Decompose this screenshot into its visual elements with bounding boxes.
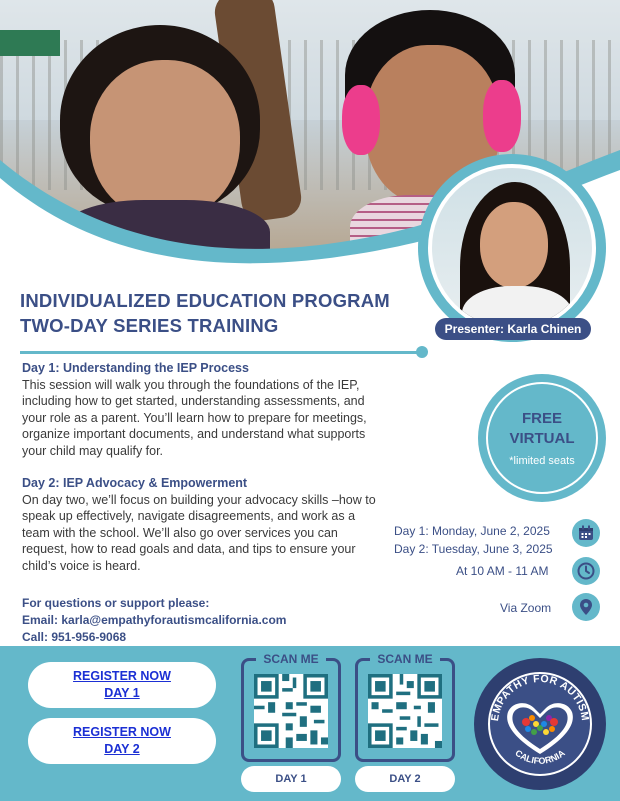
- badge-note: *limited seats: [509, 455, 575, 467]
- schedule-time: At 10 AM - 11 AM: [456, 564, 549, 578]
- contact-intro: For questions or support please:: [22, 596, 210, 610]
- qr-day1-title: SCAN ME: [256, 651, 326, 667]
- presenter-photo: [428, 164, 596, 332]
- badge-free: FREE: [521, 410, 562, 427]
- clock-icon: [572, 557, 600, 585]
- day1-text: This session will walk you through the foundations of the IEP, including how to get started, understanding assessments, and your role as a parent. You’ll learn how to prepare for meetings, organize important documents, and understand what supports your child may qualify for.: [22, 377, 367, 458]
- session-description: [22, 360, 380, 574]
- svg-text:CALIFORNIA: CALIFORNIA: [513, 747, 567, 766]
- badge-virtual: VIRTUAL: [509, 430, 575, 447]
- schedule-date-1: Day 1: Monday, June 2, 2025: [394, 524, 550, 538]
- qr-day2-label: DAY 2: [355, 766, 455, 792]
- contact-email[interactable]: Email: karla@empathyforautismcalifornia.com: [22, 613, 287, 627]
- register-day1-button[interactable]: [28, 662, 216, 708]
- register-day2-line2: DAY 2: [104, 742, 140, 756]
- schedule-location: Via Zoom: [500, 601, 552, 615]
- day1-heading: Day 1: Understanding the IEP Process: [22, 361, 249, 375]
- page-title: [20, 288, 420, 338]
- presenter-label: Presenter: Karla Chinen: [435, 318, 591, 340]
- register-day1-line1: REGISTER NOW: [73, 669, 171, 683]
- svg-text:EMPATHY FOR AUTISM: EMPATHY FOR AUTISM: [489, 672, 592, 722]
- register-day1-line2: DAY 1: [104, 686, 140, 700]
- qr-day1-label: DAY 1: [241, 766, 341, 792]
- calendar-icon: [572, 519, 600, 547]
- title-line-1: INDIVIDUALIZED EDUCATION PROGRAM: [20, 290, 390, 311]
- location-pin-icon: [572, 593, 600, 621]
- day2-text: On day two, we’ll focus on building your advocacy skills –how to speak up effectively, navigate disagreements, and work as a team with the school. We’ll also go over services you can request, how to read goals and data, and tips to ensure your child’s voice is heard.: [22, 492, 376, 573]
- contact-phone[interactable]: Call: 951-956-9068: [22, 630, 127, 644]
- schedule-date-2: Day 2: Tuesday, June 3, 2025: [394, 542, 553, 556]
- day2-heading: Day 2: IEP Advocacy & Empowerment: [22, 476, 248, 490]
- logo-artwork: [474, 658, 606, 790]
- qr-day2-title: SCAN ME: [370, 651, 440, 667]
- contact-info: [22, 595, 402, 646]
- title-divider: [20, 351, 422, 354]
- register-day2-line1: REGISTER NOW: [73, 725, 171, 739]
- register-day2-button[interactable]: [28, 718, 216, 764]
- qr-code-day1-icon[interactable]: [254, 674, 328, 748]
- title-divider-dot: [416, 346, 428, 358]
- title-line-2: TWO-DAY SERIES TRAINING: [20, 315, 279, 336]
- qr-code-day2-icon[interactable]: [368, 674, 442, 748]
- free-virtual-badge: [486, 382, 598, 494]
